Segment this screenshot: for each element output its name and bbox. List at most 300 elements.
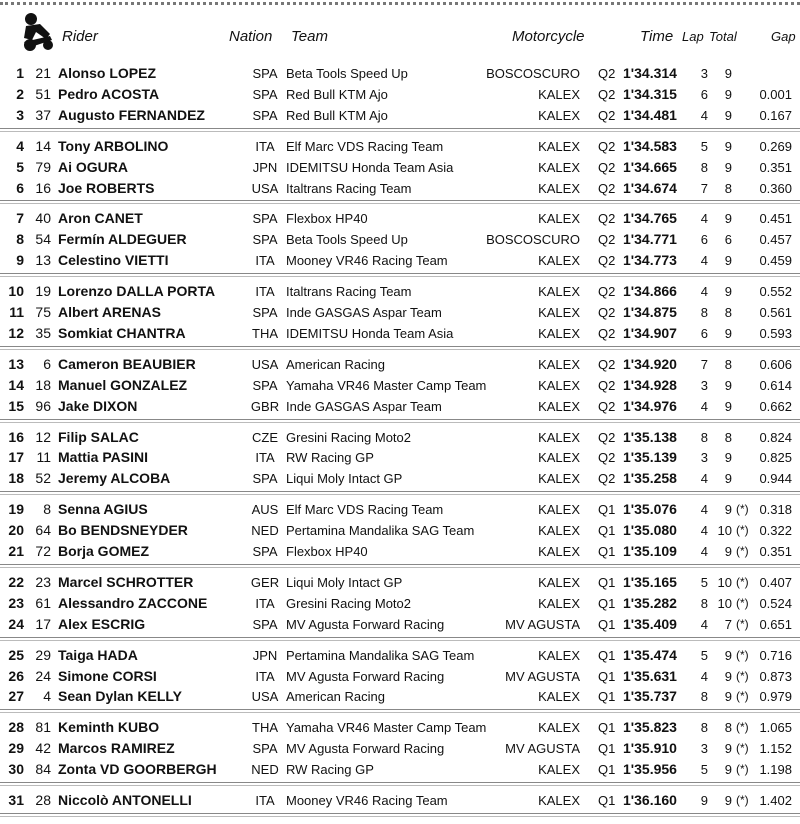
team-cell: MV Agusta Forward Racing xyxy=(286,741,445,757)
position-cell: 24 xyxy=(8,615,24,632)
header-lap: Lap xyxy=(682,29,704,44)
rider-name-cell: Alessandro ZACCONE xyxy=(58,594,208,611)
team-cell: Liqui Moly Intact GP xyxy=(286,471,403,487)
motorcycle-cell: KALEX xyxy=(538,253,580,269)
lap-cell: 9 xyxy=(700,793,708,808)
nation-cell: SPA xyxy=(252,305,278,320)
note-cell: (*) xyxy=(736,741,749,756)
position-cell: 1 xyxy=(16,65,24,81)
session-cell: Q2 xyxy=(598,398,616,414)
note-cell: (*) xyxy=(736,762,749,777)
time-cell: 1'35.080 xyxy=(623,522,677,539)
motorcycle-cell: KALEX xyxy=(538,211,580,227)
motorcycle-cell: KALEX xyxy=(538,377,580,393)
rider-name-cell: Manuel GONZALEZ xyxy=(58,376,188,393)
motorcycle-cell: KALEX xyxy=(538,595,580,611)
table-row xyxy=(0,717,800,738)
position-cell: 10 xyxy=(8,283,24,300)
rider-number-cell: 84 xyxy=(35,761,51,778)
total-laps-cell: 9 xyxy=(724,762,732,778)
time-cell: 1'35.409 xyxy=(623,615,677,632)
lap-cell: 4 xyxy=(700,523,708,539)
total-laps-cell: 10 xyxy=(717,523,732,539)
motorcycle-cell: KALEX xyxy=(538,138,580,154)
total-laps-cell: 9 xyxy=(724,450,732,466)
total-laps-cell: 9 xyxy=(724,253,732,269)
nation-cell: GBR xyxy=(250,398,280,414)
session-cell: Q2 xyxy=(598,429,616,445)
header-team: Team xyxy=(291,28,328,45)
rider-name-cell: Celestino VIETTI xyxy=(58,252,169,269)
nation-cell: SPA xyxy=(252,741,278,757)
rider-name-cell: Simone CORSI xyxy=(58,667,157,684)
time-cell: 1'35.139 xyxy=(623,449,677,466)
time-cell: 1'35.956 xyxy=(623,761,677,778)
time-cell: 1'34.773 xyxy=(623,252,677,269)
lap-cell: 8 xyxy=(700,689,708,705)
rider-number-cell: 4 xyxy=(43,688,51,705)
note-cell: (*) xyxy=(736,544,749,558)
position-cell: 2 xyxy=(16,85,24,102)
motorcycle-cell: KALEX xyxy=(538,325,580,341)
rider-number-cell: 13 xyxy=(35,252,51,269)
team-cell: MV Agusta Forward Racing xyxy=(286,668,445,684)
lap-cell: 5 xyxy=(700,574,708,590)
lap-cell: 4 xyxy=(700,616,708,632)
position-cell: 21 xyxy=(8,543,24,559)
session-cell: Q1 xyxy=(598,595,616,611)
session-cell: Q2 xyxy=(598,180,616,196)
position-cell: 28 xyxy=(8,719,24,736)
lap-cell: 6 xyxy=(700,86,708,102)
position-cell: 7 xyxy=(16,210,24,227)
lap-cell: 3 xyxy=(700,450,708,466)
rider-name-cell: Marcel SCHROTTER xyxy=(58,573,194,590)
position-cell: 20 xyxy=(8,522,24,539)
group-divider xyxy=(0,200,800,201)
time-cell: 1'34.976 xyxy=(623,397,677,414)
session-cell: Q1 xyxy=(598,668,616,684)
gap-cell: 0.944 xyxy=(759,471,792,487)
lap-cell: 4 xyxy=(700,253,708,269)
motorcycle-cell: MV AGUSTA xyxy=(505,741,580,757)
team-cell: RW Racing GP xyxy=(286,450,374,466)
table-row xyxy=(0,593,800,614)
gap-cell: 0.979 xyxy=(759,689,792,705)
motorcycle-cell: KALEX xyxy=(538,180,580,196)
time-cell: 1'35.631 xyxy=(623,667,677,684)
team-cell: Liqui Moly Intact GP xyxy=(286,574,403,590)
total-laps-cell: 9 xyxy=(724,377,732,393)
nation-cell: SPA xyxy=(252,211,278,227)
lap-cell: 8 xyxy=(700,720,708,736)
rider-number-cell: 52 xyxy=(35,470,51,487)
gap-cell: 0.824 xyxy=(759,429,792,445)
rider-number-cell: 24 xyxy=(35,667,51,684)
total-laps-cell: 6 xyxy=(724,232,732,248)
position-cell: 14 xyxy=(8,376,24,393)
team-cell: Flexbox HP40 xyxy=(286,544,368,559)
note-cell: (*) xyxy=(736,668,749,683)
motorcycle-cell: KALEX xyxy=(538,398,580,414)
motorcycle-rider-icon xyxy=(20,12,56,57)
total-laps-cell: 8 xyxy=(724,180,732,196)
lap-cell: 8 xyxy=(700,429,708,445)
table-row xyxy=(0,281,800,302)
group-divider xyxy=(0,709,800,710)
gap-cell: 0.407 xyxy=(759,574,792,590)
lap-cell: 4 xyxy=(700,471,708,487)
nation-cell: JPN xyxy=(252,647,278,663)
gap-cell: 0.614 xyxy=(759,377,792,393)
session-cell: Q2 xyxy=(598,325,616,341)
rider-number-cell: 29 xyxy=(35,646,51,663)
total-laps-cell: 7 xyxy=(724,616,732,632)
time-cell: 1'34.583 xyxy=(623,137,677,154)
header-nation: Nation xyxy=(229,28,273,45)
time-cell: 1'34.665 xyxy=(623,158,677,175)
session-cell: Q1 xyxy=(598,616,616,632)
table-row xyxy=(0,738,800,759)
rider-number-cell: 61 xyxy=(35,594,51,611)
rider-number-cell: 6 xyxy=(43,355,51,372)
lap-cell: 4 xyxy=(700,502,708,518)
team-cell: Italtrans Racing Team xyxy=(286,180,412,196)
nation-cell: SPA xyxy=(252,616,278,632)
nation-cell: ITA xyxy=(255,284,275,300)
nation-cell: SPA xyxy=(252,86,278,102)
position-cell: 11 xyxy=(9,304,24,320)
table-row xyxy=(0,520,800,541)
motorcycle-cell: BOSCOSCURO xyxy=(486,232,580,248)
time-cell: 1'35.474 xyxy=(623,646,677,663)
rider-name-cell: Joe ROBERTS xyxy=(58,179,155,196)
team-cell: Yamaha VR46 Master Camp Team xyxy=(286,377,487,393)
time-cell: 1'35.165 xyxy=(623,573,677,590)
gap-cell: 0.552 xyxy=(759,284,792,300)
note-cell: (*) xyxy=(736,720,749,735)
total-laps-cell: 9 xyxy=(724,284,732,300)
header-gap: Gap xyxy=(771,29,796,44)
team-cell: Elf Marc VDS Racing Team xyxy=(286,138,444,154)
nation-cell: ITA xyxy=(255,253,275,269)
total-laps-cell: 9 xyxy=(724,107,732,123)
table-row xyxy=(0,354,800,375)
nation-cell: SPA xyxy=(252,377,278,393)
team-cell: Beta Tools Speed Up xyxy=(286,66,408,81)
table-row xyxy=(0,208,800,229)
nation-cell: USA xyxy=(251,356,279,372)
rider-number-cell: 12 xyxy=(35,428,51,445)
team-cell: Pertamina Mandalika SAG Team xyxy=(286,523,475,539)
table-row xyxy=(0,375,800,396)
gap-cell: 1.065 xyxy=(759,720,792,736)
table-row xyxy=(0,250,800,271)
gap-cell: 0.351 xyxy=(759,159,792,175)
gap-cell: 0.651 xyxy=(759,616,792,632)
table-row xyxy=(0,105,800,126)
time-cell: 1'34.920 xyxy=(623,355,677,372)
gap-cell: 0.593 xyxy=(759,325,792,341)
session-cell: Q2 xyxy=(598,305,616,320)
lap-cell: 8 xyxy=(700,159,708,175)
gap-cell: 1.402 xyxy=(759,793,792,808)
rider-number-cell: 72 xyxy=(35,543,51,559)
motorcycle-cell: KALEX xyxy=(538,305,580,320)
rider-number-cell: 28 xyxy=(35,792,51,808)
nation-cell: AUS xyxy=(251,502,279,518)
rider-number-cell: 35 xyxy=(35,324,51,341)
note-cell: (*) xyxy=(736,793,749,807)
team-cell: IDEMITSU Honda Team Asia xyxy=(286,325,454,341)
team-cell: Gresini Racing Moto2 xyxy=(286,429,411,445)
time-cell: 1'34.928 xyxy=(623,376,677,393)
motorcycle-cell: MV AGUSTA xyxy=(505,668,580,684)
note-cell: (*) xyxy=(736,689,749,704)
rider-number-cell: 75 xyxy=(35,304,51,320)
gap-cell: 0.351 xyxy=(759,544,792,559)
time-cell: 1'35.258 xyxy=(623,470,677,487)
rider-number-cell: 18 xyxy=(35,376,51,393)
time-cell: 1'34.481 xyxy=(623,106,677,123)
group-divider xyxy=(0,564,800,565)
motorcycle-cell: KALEX xyxy=(538,86,580,102)
motorcycle-cell: KALEX xyxy=(538,450,580,466)
group-divider xyxy=(0,491,800,492)
rider-number-cell: 79 xyxy=(35,158,51,175)
team-cell: Red Bull KTM Ajo xyxy=(286,107,388,123)
session-cell: Q2 xyxy=(598,107,616,123)
rider-number-cell: 17 xyxy=(35,615,51,632)
nation-cell: NED xyxy=(251,523,279,539)
position-cell: 25 xyxy=(8,646,24,663)
motorcycle-cell: KALEX xyxy=(538,356,580,372)
nation-cell: ITA xyxy=(255,668,275,684)
rider-name-cell: Niccolò ANTONELLI xyxy=(58,792,192,808)
motorcycle-cell: KALEX xyxy=(538,159,580,175)
total-laps-cell: 9 xyxy=(724,398,732,414)
note-cell: (*) xyxy=(736,502,749,517)
total-laps-cell: 8 xyxy=(724,305,732,320)
position-cell: 5 xyxy=(16,158,24,175)
total-laps-cell: 9 xyxy=(724,544,732,559)
session-cell: Q2 xyxy=(598,377,616,393)
motorcycle-cell: KALEX xyxy=(538,762,580,778)
gap-cell: 0.167 xyxy=(759,107,792,123)
lap-cell: 5 xyxy=(700,762,708,778)
lap-cell: 5 xyxy=(700,138,708,154)
rider-name-cell: Fermín ALDEGUER xyxy=(58,231,187,248)
table-header xyxy=(0,0,800,56)
session-cell: Q1 xyxy=(598,544,616,559)
time-cell: 1'34.866 xyxy=(623,283,677,300)
lap-cell: 4 xyxy=(700,211,708,227)
motorcycle-cell: BOSCOSCURO xyxy=(486,66,580,81)
header-rider: Rider xyxy=(62,28,98,45)
rider-number-cell: 40 xyxy=(35,210,51,227)
session-cell: Q1 xyxy=(598,523,616,539)
rider-number-cell: 16 xyxy=(35,179,51,196)
lap-cell: 3 xyxy=(700,741,708,757)
session-cell: Q1 xyxy=(598,793,616,808)
note-cell: (*) xyxy=(736,647,749,662)
table-row xyxy=(0,468,800,489)
rider-name-cell: Alonso LOPEZ xyxy=(58,65,156,81)
motorcycle-cell: KALEX xyxy=(538,502,580,518)
position-cell: 22 xyxy=(8,573,24,590)
gap-cell: 0.662 xyxy=(759,398,792,414)
position-cell: 16 xyxy=(8,428,24,445)
motorcycle-cell: KALEX xyxy=(538,647,580,663)
time-cell: 1'36.160 xyxy=(623,792,677,808)
nation-cell: GER xyxy=(250,574,280,590)
rider-name-cell: Jeremy ALCOBA xyxy=(58,470,171,487)
nation-cell: SPA xyxy=(252,107,278,123)
rider-number-cell: 81 xyxy=(35,719,51,736)
gap-cell: 0.716 xyxy=(759,647,792,663)
rider-name-cell: Cameron BEAUBIER xyxy=(58,355,196,372)
rider-number-cell: 8 xyxy=(43,501,51,518)
time-cell: 1'35.823 xyxy=(623,719,677,736)
position-cell: 31 xyxy=(8,792,24,808)
time-cell: 1'34.771 xyxy=(623,231,677,248)
position-cell: 4 xyxy=(16,137,24,154)
team-cell: Red Bull KTM Ajo xyxy=(286,86,388,102)
total-laps-cell: 9 xyxy=(724,471,732,487)
nation-cell: ITA xyxy=(255,450,275,466)
nation-cell: ITA xyxy=(255,793,275,808)
table-row xyxy=(0,499,800,520)
rider-name-cell: Alex ESCRIG xyxy=(58,615,146,632)
session-cell: Q2 xyxy=(598,66,616,81)
table-row xyxy=(0,686,800,707)
gap-cell: 0.269 xyxy=(759,138,792,154)
table-row xyxy=(0,645,800,666)
rider-number-cell: 21 xyxy=(35,65,51,81)
position-cell: 23 xyxy=(8,594,24,611)
lap-cell: 4 xyxy=(700,544,708,559)
rider-name-cell: Mattia PASINI xyxy=(58,449,148,466)
total-laps-cell: 9 xyxy=(724,138,732,154)
session-cell: Q2 xyxy=(598,356,616,372)
position-cell: 19 xyxy=(8,501,24,518)
lap-cell: 5 xyxy=(700,647,708,663)
rider-name-cell: Aron CANET xyxy=(58,210,143,227)
lap-cell: 7 xyxy=(700,356,708,372)
team-cell: Yamaha VR46 Master Camp Team xyxy=(286,720,487,736)
lap-cell: 3 xyxy=(700,66,708,81)
time-cell: 1'34.314 xyxy=(623,65,677,81)
time-cell: 1'34.674 xyxy=(623,179,677,196)
rider-name-cell: Taiga HADA xyxy=(58,646,138,663)
position-cell: 17 xyxy=(8,449,24,466)
session-cell: Q1 xyxy=(598,647,616,663)
total-laps-cell: 9 xyxy=(724,86,732,102)
team-cell: Italtrans Racing Team xyxy=(286,284,412,300)
total-laps-cell: 9 xyxy=(724,211,732,227)
team-cell: Inde GASGAS Aspar Team xyxy=(286,398,442,414)
nation-cell: USA xyxy=(251,689,279,705)
session-cell: Q1 xyxy=(598,720,616,736)
rider-name-cell: Jake DIXON xyxy=(58,397,138,414)
rider-number-cell: 51 xyxy=(35,85,51,102)
total-laps-cell: 9 xyxy=(724,647,732,663)
rider-name-cell: Albert ARENAS xyxy=(58,304,161,320)
rider-number-cell: 37 xyxy=(35,106,51,123)
table-row xyxy=(0,614,800,635)
table-row xyxy=(0,157,800,178)
session-cell: Q1 xyxy=(598,502,616,518)
header-total: Total xyxy=(709,29,737,44)
position-cell: 12 xyxy=(8,324,24,341)
table-end-divider xyxy=(0,813,800,814)
total-laps-cell: 10 xyxy=(717,595,732,611)
table-row xyxy=(0,666,800,687)
rider-name-cell: Borja GOMEZ xyxy=(58,543,150,559)
position-cell: 13 xyxy=(8,355,24,372)
rider-number-cell: 11 xyxy=(36,449,51,466)
team-cell: American Racing xyxy=(286,689,385,705)
nation-cell: ITA xyxy=(255,595,275,611)
rider-name-cell: Filip SALAC xyxy=(58,428,139,445)
motorcycle-cell: KALEX xyxy=(538,689,580,705)
rider-number-cell: 23 xyxy=(35,573,51,590)
session-cell: Q2 xyxy=(598,138,616,154)
motorcycle-cell: KALEX xyxy=(538,574,580,590)
session-cell: Q2 xyxy=(598,86,616,102)
table-row xyxy=(0,790,800,811)
gap-cell: 0.318 xyxy=(759,502,792,518)
total-laps-cell: 8 xyxy=(724,356,732,372)
time-cell: 1'34.315 xyxy=(623,85,677,102)
table-row xyxy=(0,396,800,417)
rider-number-cell: 19 xyxy=(35,283,51,300)
time-cell: 1'35.282 xyxy=(623,594,677,611)
rider-name-cell: Senna AGIUS xyxy=(58,501,148,518)
nation-cell: SPA xyxy=(252,471,278,487)
time-cell: 1'35.138 xyxy=(623,428,677,445)
gap-cell: 1.152 xyxy=(759,741,792,757)
lap-cell: 4 xyxy=(700,284,708,300)
lap-cell: 4 xyxy=(700,398,708,414)
session-cell: Q2 xyxy=(598,211,616,227)
lap-cell: 7 xyxy=(700,180,708,196)
table-row xyxy=(0,323,800,344)
table-row xyxy=(0,759,800,780)
group-divider xyxy=(0,273,800,274)
table-row xyxy=(0,427,800,448)
gap-cell: 0.001 xyxy=(759,86,792,102)
lap-cell: 3 xyxy=(700,377,708,393)
time-cell: 1'35.737 xyxy=(623,688,677,705)
group-divider xyxy=(0,637,800,638)
team-cell: Mooney VR46 Racing Team xyxy=(286,253,448,269)
position-cell: 29 xyxy=(8,740,24,757)
motorcycle-cell: KALEX xyxy=(538,429,580,445)
nation-cell: CZE xyxy=(252,429,278,445)
gap-cell: 0.561 xyxy=(759,305,792,320)
rider-name-cell: Keminth KUBO xyxy=(58,719,160,736)
gap-cell: 0.322 xyxy=(759,523,792,539)
note-cell: (*) xyxy=(736,523,749,538)
position-cell: 18 xyxy=(8,470,24,487)
session-cell: Q1 xyxy=(598,689,616,705)
session-cell: Q1 xyxy=(598,762,616,778)
motorcycle-cell: KALEX xyxy=(538,523,580,539)
team-cell: Inde GASGAS Aspar Team xyxy=(286,305,442,320)
gap-cell: 0.451 xyxy=(759,211,792,227)
rider-name-cell: Sean Dylan KELLY xyxy=(58,688,182,705)
